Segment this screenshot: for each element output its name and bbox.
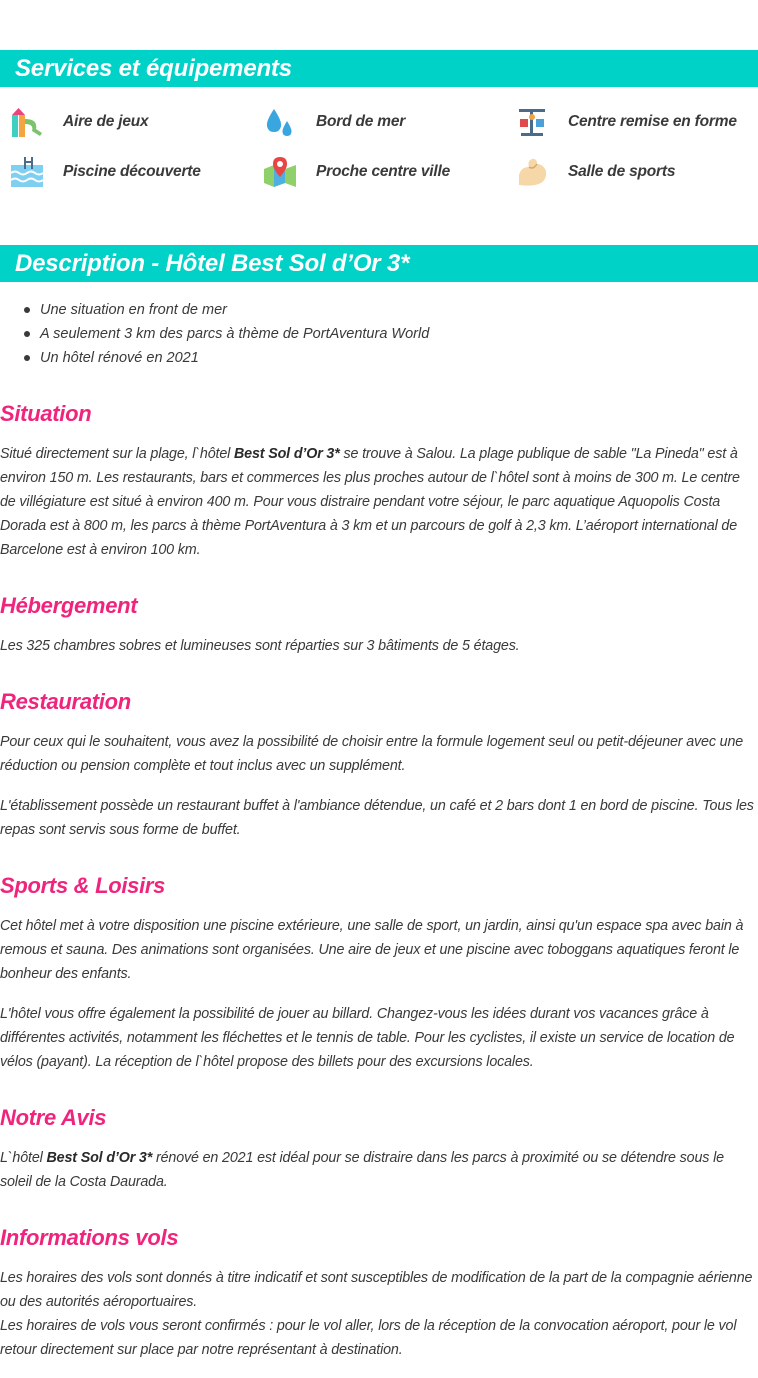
service-item-proche-centre-ville	[263, 154, 450, 190]
section-title-avis: Notre Avis	[0, 1105, 107, 1130]
bullet-icon	[24, 307, 30, 313]
sports-text-2: L'hôtel vous offre également la possibilité de jouer au billard. Changez-vous les idées durant vos vacances grâce à différentes activités, notamment les fléchettes et le tennis de table. Pour les cyclistes, il existe un service de location de vélos (payant). La réception de l`hôtel propose des billets pour des excursions locales.	[0, 1006, 735, 1070]
section-title-vols: Informations vols	[0, 1225, 179, 1250]
service-item-piscine-decouverte	[10, 154, 201, 190]
bullet-icon	[24, 355, 30, 361]
services-banner: Services et équipements	[0, 50, 758, 87]
hotel-name: Best Sol d’Or 3*	[234, 446, 340, 462]
list-item: Une situation en front de mer	[24, 298, 429, 322]
muscle-arm-icon	[515, 155, 549, 189]
description-banner: Description - Hôtel Best Sol d’Or 3*	[0, 245, 758, 282]
service-label: Bord de mer	[316, 113, 406, 130]
section-title-hebergement: Hébergement	[0, 593, 138, 618]
service-item-bord-de-mer	[263, 104, 405, 140]
list-item: A seulement 3 km des parcs à thème de PortAventura World	[24, 322, 429, 346]
service-label: Centre remise en forme	[568, 113, 737, 130]
service-label: Aire de jeux	[63, 113, 149, 130]
sports-text-1: Cet hôtel met à votre disposition une piscine extérieure, une salle de sport, un jardin, ainsi qu'un espace spa avec bain à remous et sauna. Des animations sont organisées. Une aire de jeux et une piscine avec toboggans aquatiques feront le bonheur des enfants.	[0, 918, 744, 982]
section-title-restauration: Restauration	[0, 689, 131, 714]
avis-text: L`hôtel Best Sol d’Or 3* rénové en 2021 est idéal pour se distraire dans les parcs à proximité ou se détendre sous le soleil de la Costa Daurada.	[0, 1150, 724, 1190]
pool-icon	[10, 155, 44, 189]
hebergement-text: Les 325 chambres sobres et lumineuses sont réparties sur 3 bâtiments de 5 étages.	[0, 638, 520, 654]
service-label: Salle de sports	[568, 163, 676, 180]
situation-text: Situé directement sur la plage, l`hôtel Best Sol d’Or 3* se trouve à Salou. La plage publique de sable "La Pineda" est à environ 150 m. Les restaurants, bars et commerces les plus proches autour de l`hôtel sont à moins de 300 m. Le centre de villégiature est situé à environ 400 m. Pour vous distraire pendant votre séjour, le parc aquatique Aquopolis Costa Dorada est à 800 m, les parcs à thème PortAventura à 3 km et un parcours de golf à 2,3 km. L’aéroport international de Barcelone est à environ 100 km.	[0, 446, 740, 558]
list-item: Un hôtel rénové en 2021	[24, 346, 429, 370]
section-title-sports: Sports & Loisirs	[0, 873, 166, 898]
restauration-text-2: L'établissement possède un restaurant buffet à l'ambiance détendue, un café et 2 bars dont 1 en bord de piscine. Tous les repas sont servis sous forme de buffet.	[0, 798, 754, 838]
bullet-icon	[24, 331, 30, 337]
service-label: Proche centre ville	[316, 163, 451, 180]
highlights-list	[24, 298, 429, 370]
vols-text-1: Les horaires des vols sont donnés à titre indicatif et sont susceptibles de modification de la part de la compagnie aérienne ou des autorités aéroportuaires.	[0, 1270, 753, 1310]
playground-icon	[10, 105, 44, 139]
fitness-machine-icon	[515, 105, 549, 139]
service-label: Piscine découverte	[63, 163, 201, 180]
vols-text-2: Les horaires de vols vous seront confirmés : pour le vol aller, lors de la réception de la convocation aéroport, pour le vol retour directement sur place par notre représentant à destination.	[0, 1318, 737, 1358]
map-pin-icon	[263, 155, 297, 189]
section-title-situation: Situation	[0, 401, 92, 426]
service-item-salle-de-sports	[515, 154, 675, 190]
service-item-aire-de-jeux	[10, 104, 148, 140]
hotel-name: Best Sol d’Or 3*	[46, 1150, 153, 1166]
water-drops-icon	[263, 105, 297, 139]
service-item-centre-remise-en-forme	[515, 104, 737, 140]
restauration-text-1: Pour ceux qui le souhaitent, vous avez la possibilité de choisir entre la formule logement seul ou petit-déjeuner avec une réduction ou pension complète et tout inclus avec un supplément.	[0, 734, 744, 774]
